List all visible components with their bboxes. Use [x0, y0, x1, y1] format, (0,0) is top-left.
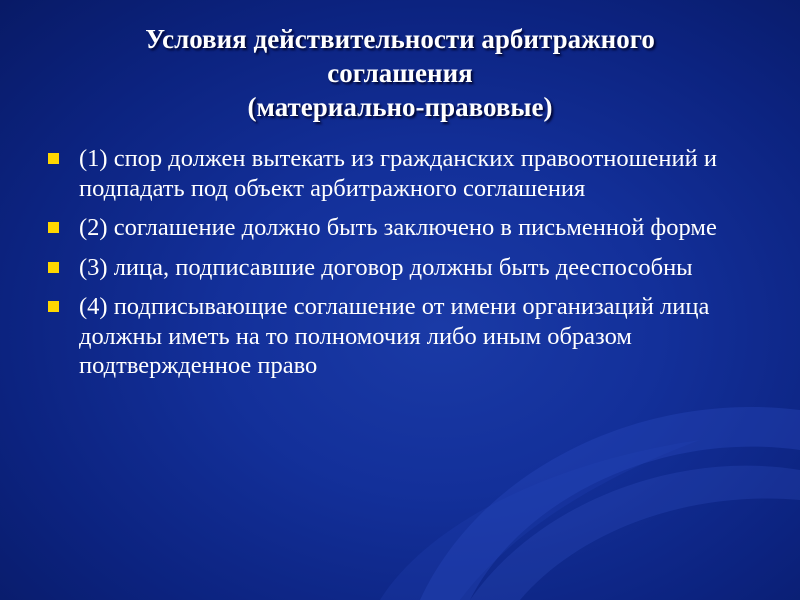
title-line-1: Условия действительности арбитражного [145, 24, 655, 54]
bullet-text: (4) подписывающие соглашение от имени организаций лица должны иметь на то полномочия либо иным образом подтвержденное право [79, 293, 710, 379]
title-line-2: соглашения [327, 58, 473, 88]
slide-title [60, 22, 740, 124]
bullet-text: (3) лица, подписавшие договор должны быть дееспособны [79, 253, 693, 281]
bullet-item-2 [48, 213, 768, 243]
square-bullet-icon [48, 262, 59, 273]
bullet-text: (2) соглашение должно быть заключено в письменной форме [79, 214, 717, 241]
bullet-item-4 [48, 292, 768, 381]
bullet-item-3 [48, 253, 768, 283]
bullet-item-1 [48, 144, 768, 203]
square-bullet-icon [48, 222, 59, 233]
bullet-list [48, 144, 768, 391]
title-line-3: (материально-правовые) [247, 92, 553, 122]
square-bullet-icon [48, 301, 59, 312]
square-bullet-icon [48, 153, 59, 164]
bullet-text: (1) спор должен вытекать из гражданских правоотношений и подпадать под объект арбитражного соглашения [79, 145, 717, 202]
